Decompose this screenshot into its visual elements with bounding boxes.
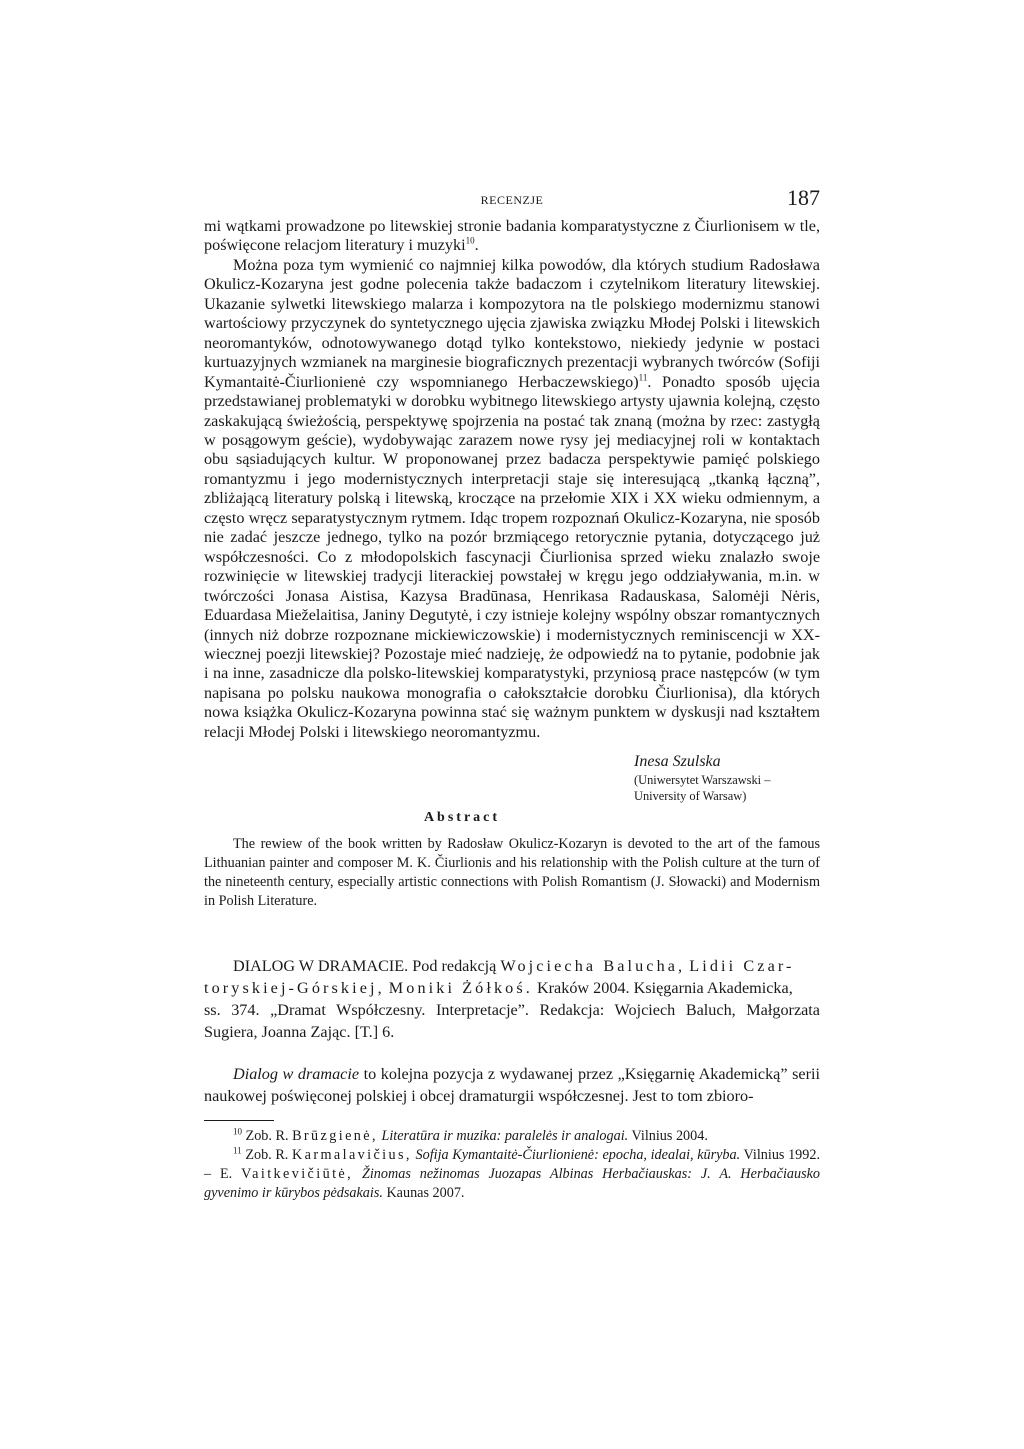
book-title: DIALOG W DRAMACIE. [233, 957, 409, 976]
footnote-text: Zob. R. [245, 1128, 289, 1145]
book-entry-line-2 [204, 977, 820, 999]
review-book-title: Dialog w dramacie [233, 1065, 360, 1084]
paragraph-text-b: . Ponadto sposób ujęcia przedstawianej problematyki w dorobku wybitnego litewskiego artysty ujawnia kolejną, często zaskakującą świeżością, perspektywę spojrzenia na postać tak znaną (można by rzec: zastygłą w posągowym geście), wydobywając zarazem nowe rysy jej mediacyjnej roli w kontaktach obu sąsiadujących kultur. W proponowanej przez badacza perspektywie pamięć polskiego romantyzmu i jego modernistycznych interpretacji staje się interesującą „tkanką łączną”, zbliżającą literatury polską i litewską, kroczące na przełomie XIX i XX wieku odmiennym, a często wręcz separatystycznym rytmem. Idąc tropem rozpoznań Okulicz-Kozaryna, nie sposób nie zadać jeszcze jednego, tylko na pozór brzmiącego retorycznie pytania, dotyczącego już współczesności. Co z młodopolskich fascynacji Čiurlionisa sprzed wieku znalazło swoje rozwinięcie w litewskiej tradycji literackiej powstałej w kręgu jego oddziaływania, m.in. w twórczości Jonasa Aistisa, Kazysa Bradūnasa, Henrikasa Radauskasa, Salomėji Nėris, Eduardasa Mieželaitisa, Janiny Degutytė, i czy istnieje kolejny wspólny obszar romantycznych (innych niż dobrze rozpoznane mickiewiczowskie) i modernistycznych reminiscencji w XX-wiecznej poezji litewskiej? Pozostaje mieć nadzieję, że odpowiedź na to pytanie, podobnie jak i na inne, zasadnicze dla polsko-litewskiej komparatystyki, przyniosą prace następców (w tym napisana po polsku naukowa monografia o całokształcie dorobku Čiurlionisa), dla których nowa książka Okulicz-Kozaryna powinna stać się ważnym punktem w dyskusji nad kształtem relacji Młodej Polski i litewskiego neoromantyzmu. [204, 372, 820, 741]
abstract-text: The rewiew of the book written by Radosław Okulicz-Kozaryn is devoted to the art of the famous Lithuanian painter and composer M. K. Čiurlionis and his relationship with the Polish culture at the turn of the nineteenth century, especially artistic connections with Polish Romantism (J. Słowacki) and Modernism in Polish Literature. [204, 836, 820, 910]
footnote-title: Sofija Kymantaitė-Čiurlionienė: epocha, idealai, kūryba. [415, 1147, 741, 1164]
running-head [204, 185, 820, 217]
footnote-author: Karmalavičius, [292, 1147, 412, 1164]
editor-2b: toryskiej-Górskiej, [204, 979, 385, 998]
footnote-title: Žinomas nežinomas Juozapas Albinas Herbačiauskas: J. A. Herbačiausko gyvenimo ir kūrybos pėdsakais. [204, 1166, 821, 1202]
footnote-ref-11[interactable]: 11 [638, 372, 648, 383]
running-title: RECENZJE [480, 193, 544, 207]
paragraph-text: mi wątkami prowadzone po litewskiej stronie badania komparatystyczne z Čiurlionisem w tle, poświęcone relacjom literatury i muzyki [204, 217, 820, 255]
footnote-separator [204, 1120, 274, 1121]
footnote-author: Vaitkevičiūtė, [241, 1166, 354, 1183]
editor-2a: Lidii Czar- [689, 957, 795, 976]
reviewer-name: Inesa Szulska [634, 753, 721, 771]
footnote-number: 11 [233, 1145, 242, 1156]
book-entry-line-1 [204, 955, 820, 977]
footnote-ref-10[interactable]: 10 [465, 236, 475, 247]
paragraph-continuation [204, 217, 820, 256]
paragraph-punct: . [474, 236, 479, 255]
footnote-11 [204, 1146, 820, 1203]
review-text: to kolejna pozycja z wydawanej przez „Księgarnię Akademicką” serii naukowej poświęconej polskiej i obcej dramaturgii współczesnej. Jest to tom zbioro- [204, 1065, 820, 1106]
footnote-title: Literatūra ir muzika: paralelės ir analogai. [381, 1128, 629, 1145]
footnote-author: Brūzgienė, [292, 1128, 378, 1145]
reviewer-affiliation-2: University of Warsaw) [634, 789, 747, 804]
footnote-text: Vilnius 2004. [631, 1128, 708, 1145]
publisher-info: Kraków 2004. Księgarnia Akademicka, [536, 979, 793, 998]
editors-prefix: Pod redakcją [412, 957, 497, 976]
footnotes [204, 1127, 820, 1203]
footnote-text: Kaunas 2007. [386, 1185, 465, 1202]
editor-1: Wojciecha Balucha, [500, 957, 686, 976]
paragraph-text-a: Można poza tym wymienić co najmniej kilka powodów, dla których studium Radosława Okulicz-Kozaryna jest godne polecenia także badaczom i czytelnikom literatury litewskiej. Ukazanie sylwetki litewskiego malarza i kompozytora na tle polskiego modernizmu stanowi wartościowy przyczynek do syntetycznego ujęcia zjawiska związku Młodej Polski i litewskich neoromantyków, odnotowywanego dotąd tylko kontekstowo, niekiedy jedynie w postaci kurtuazyjnych wzmianek na marginesie biograficznych prezentacji wybranych twórców (Sofiji Kymantaitė-Čiurlionienė czy wspomnianego Herbaczewskiego) [204, 255, 820, 391]
paragraph-main [204, 256, 820, 742]
reviewer-affiliation-1: (Uniwersytet Warszawski – [634, 773, 771, 788]
page [204, 185, 820, 1203]
footnote-number: 10 [233, 1126, 242, 1137]
book-entry-line-3: ss. 374. „Dramat Współczesny. Interpretacje”. Redakcja: Wojciech Baluch, Małgorzata Sugiera, Joanna Zając. [T.] 6. [204, 1001, 820, 1042]
footnote-text: Vilnius 1992. – E. [204, 1147, 820, 1183]
editor-3: Moniki Żółkoś. [388, 979, 533, 998]
abstract-heading: Abstract [423, 810, 501, 826]
footnote-10 [204, 1127, 820, 1146]
body-text [204, 217, 820, 742]
book-entry [204, 955, 820, 1043]
review-signature [634, 752, 820, 804]
review-start-paragraph [204, 1063, 820, 1107]
footnote-text: Zob. R. [245, 1147, 289, 1164]
page-number: 187 [787, 185, 820, 210]
